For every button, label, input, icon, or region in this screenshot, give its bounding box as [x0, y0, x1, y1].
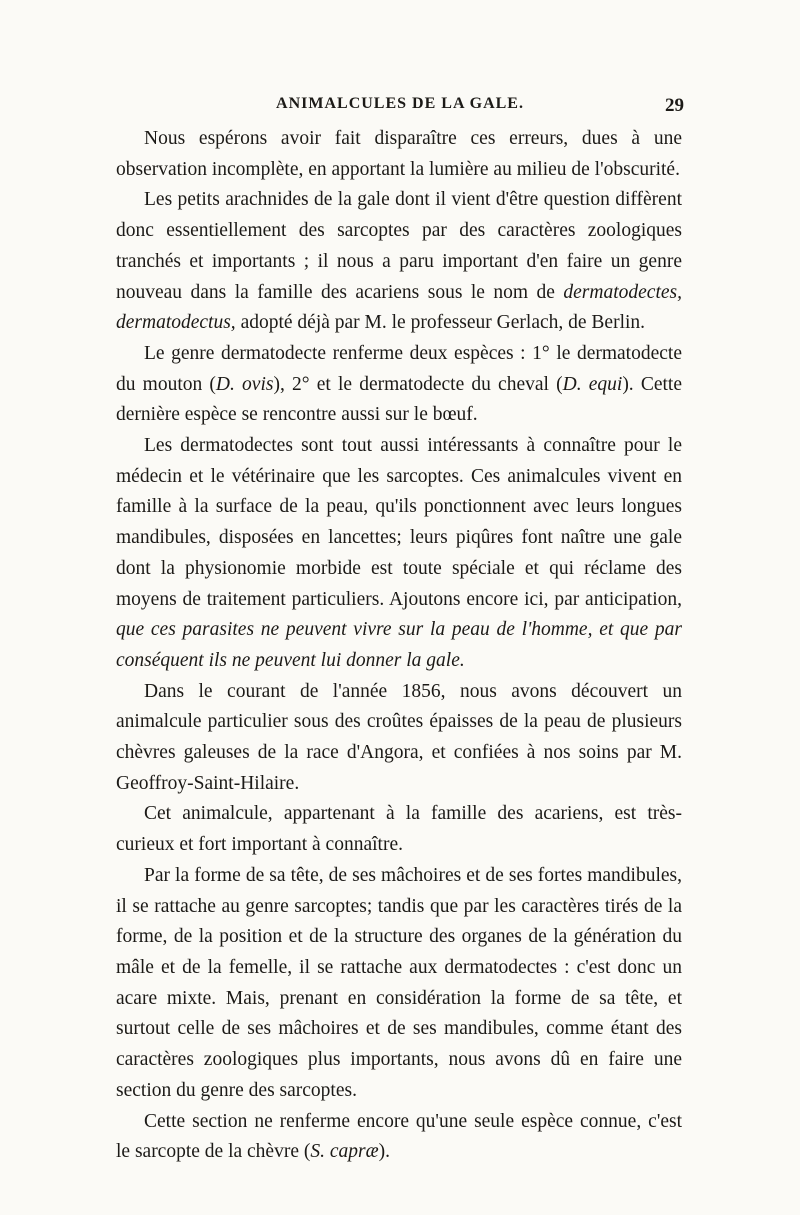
page-number: 29	[665, 95, 684, 116]
paragraph	[116, 677, 682, 800]
paragraph	[116, 799, 682, 860]
text-run: Cette section ne renferme encore qu'une seule espèce connue, c'est le sarcopte de la chèvre (	[116, 1110, 682, 1163]
italic-text-run: D. equi	[562, 373, 623, 395]
paragraph	[116, 124, 682, 185]
text-run: ). Cette dernière espèce se rencontre aussi sur le bœuf.	[116, 373, 682, 426]
italic-text-run: dermatodectes, dermatodectus,	[116, 281, 682, 334]
paragraph	[116, 339, 682, 431]
text-run: Dans le courant de l'année 1856, nous avons découvert un animalcule particulier sous des croûtes épaisses de la peau de plusieurs chèvres galeuses de la race d'Angora, et confiées à nos soins par M. Geoffroy-Saint-Hilaire.	[116, 680, 682, 794]
text-run: Le genre dermatodecte renferme deux espèces : 1° le dermatodecte du mouton (	[116, 342, 682, 395]
italic-text-run: S. capræ	[310, 1141, 379, 1163]
body-text	[116, 124, 682, 1168]
paragraph	[116, 431, 682, 677]
italic-text-run: que ces parasites ne peuvent vivre sur la peau de l'homme, et que par conséquent ils ne peuvent lui donner la gale.	[116, 619, 682, 671]
text-run: Les petits arachnides de la gale dont il vient d'être question diffèrent donc essentiellement des sarcoptes par des caractères zoologiques tranchés et importants ; il nous a paru important d'en faire un genre nouveau dans la famille des acariens sous le nom de	[116, 189, 682, 303]
paragraph	[116, 1107, 682, 1168]
paragraph	[116, 185, 682, 339]
text-run: Nous espérons avoir fait disparaître ces erreurs, dues à une observation incomplète, en apportant la lumière au milieu de l'obscurité.	[116, 128, 682, 180]
text-run: Par la forme de sa tête, de ses mâchoires et de ses fortes mandibules, il se rattache au genre sarcoptes; tandis que par les caractères tirés de la forme, de la position et de la structure des organes de la génération du mâle et de la femelle, il se rattache aux dermatodectes : c'est donc un acare mixte. Mais, prenant en considération la forme de sa tête, et surtout celle de ses mâchoires et de ses mandibules, comme étant des caractères zoologiques plus importants, nous avons dû en faire une section du genre des sarcoptes.	[116, 864, 682, 1101]
text-run: ).	[378, 1141, 390, 1163]
text-run: ), 2° et le dermatodecte du cheval (	[273, 373, 563, 395]
italic-text-run: D. ovis	[215, 373, 274, 395]
page-header	[116, 95, 684, 123]
running-title: ANIMALCULES DE LA GALE.	[276, 95, 524, 112]
text-run: Cet animalcule, appartenant à la famille des acariens, est très-curieux et fort important à connaître.	[116, 803, 682, 856]
text-run: adopté déjà par M. le professeur Gerlach, de Berlin.	[235, 312, 646, 334]
paragraph	[116, 861, 682, 1107]
text-run: Les dermatodectes sont tout aussi intéressants à connaître pour le médecin et le vétérinaire que les sarcoptes. Ces animalcules vivent en famille à la surface de la peau, qu'ils ponctionnent avec leurs longues mandibules, disposées en lancettes; leurs piqûres font naître une gale dont la physionomie morbide est toute spéciale et qui réclame des moyens de traitement particuliers. Ajoutons encore ici, par anticipation,	[116, 435, 682, 610]
